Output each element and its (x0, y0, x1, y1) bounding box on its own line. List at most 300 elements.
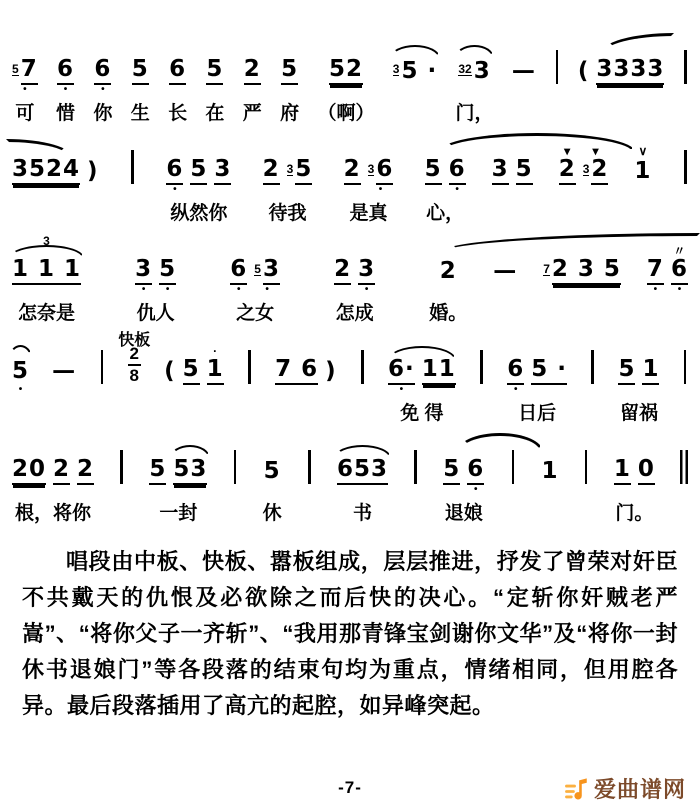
lyric-text: 是真 (349, 203, 388, 224)
barline (480, 350, 483, 384)
slur-group (424, 144, 652, 224)
lyric-text: 日后 (518, 403, 557, 424)
octave-dots (344, 185, 361, 196)
octave-dots: • (63, 84, 68, 95)
note-row (480, 350, 483, 396)
slur-group (443, 450, 558, 524)
note-row (543, 258, 621, 296)
grace-note: 3 (286, 162, 294, 176)
note-column (232, 450, 237, 524)
note-body (422, 358, 456, 385)
note-body (531, 358, 567, 385)
note-token (234, 450, 237, 496)
lyric-text (412, 98, 417, 124)
ornament-mark: ▾ (564, 144, 571, 158)
lyric-text (130, 198, 135, 224)
note-column (263, 460, 282, 524)
note-body (680, 450, 688, 485)
note-token (190, 158, 207, 196)
note-row (94, 58, 111, 96)
note-row (263, 158, 313, 196)
note-column (493, 260, 517, 324)
note-token (422, 358, 456, 396)
octave-dots (206, 85, 223, 96)
note-token (214, 158, 231, 196)
note-row (12, 458, 94, 496)
octave-dots (264, 485, 281, 496)
lyric-text: 长 (168, 103, 188, 124)
note-token (684, 350, 687, 396)
note-column (683, 350, 688, 424)
note-body (425, 158, 442, 185)
lyric-text: 婚。 (429, 303, 468, 324)
note-token (516, 158, 533, 196)
note-column (388, 358, 456, 424)
octave-dots (173, 485, 207, 496)
octave-dots (458, 85, 490, 96)
note-digits: 6 (449, 158, 466, 185)
note-digits: 3333 (596, 58, 664, 85)
octave-dots: • (265, 284, 269, 295)
lyric-text (683, 398, 688, 424)
octave-dots (248, 385, 251, 396)
note-body (166, 158, 183, 185)
octave-dots (244, 85, 261, 96)
note-digits: 6 (507, 358, 524, 385)
lyric-text (618, 98, 623, 124)
note-body (344, 158, 361, 185)
note-body (542, 460, 559, 485)
barline (120, 450, 123, 484)
ornament-mark: 3 (43, 234, 50, 248)
note-column (646, 244, 688, 324)
note-body (12, 360, 29, 385)
note-token (425, 158, 442, 196)
note-token (388, 358, 415, 396)
octave-dots (583, 185, 609, 196)
note-digits: 53 (173, 458, 207, 485)
note-row (344, 158, 394, 196)
octave-dots: • (18, 384, 23, 395)
octave-dots (77, 485, 94, 496)
note-body (334, 258, 351, 285)
note-row (149, 458, 207, 496)
note-token (183, 358, 200, 396)
note-body (671, 258, 688, 285)
note-token (275, 358, 318, 396)
note-body (556, 50, 559, 85)
note-body (101, 350, 104, 385)
note-body (308, 450, 311, 485)
octave-dots (334, 285, 351, 296)
note-body (642, 358, 659, 385)
barline (414, 450, 417, 484)
note-column (618, 358, 659, 424)
note-row (57, 58, 74, 96)
lyric-text: 怎奈是 (18, 303, 76, 324)
octave-dots (596, 85, 664, 96)
note-row (680, 450, 688, 496)
note-digits: 1 1 1 (12, 258, 81, 285)
note-digits: 5 · (531, 358, 567, 385)
octave-dots (542, 485, 559, 496)
note-body (12, 58, 38, 85)
note-row (264, 460, 281, 496)
octave-dots (543, 285, 621, 296)
note-body (183, 358, 200, 385)
note-digits: 5 (149, 458, 166, 485)
note-body (206, 58, 223, 85)
octave-dots (52, 385, 76, 396)
octave-dots (591, 385, 594, 396)
lyric-text: 怎成 (335, 303, 374, 324)
note-row (248, 350, 251, 396)
note-digits: 7 6 (275, 358, 318, 385)
note-digits: 5 (618, 358, 635, 385)
octave-dots (149, 485, 166, 496)
lyric-text: 生 (130, 103, 150, 124)
note-column (680, 450, 688, 524)
note-body (248, 350, 251, 385)
note-column (590, 350, 595, 424)
note-body (234, 450, 237, 485)
note-body (254, 258, 280, 285)
lyric-text (232, 498, 237, 524)
lyric-text (191, 398, 196, 424)
octave-dots (281, 85, 298, 96)
octave-dots (556, 85, 559, 96)
octave-dots: • (378, 184, 383, 195)
note-token (169, 58, 186, 96)
lyric-text: 仇人 (136, 303, 175, 324)
barline (308, 450, 311, 484)
note-body (263, 158, 280, 185)
note-token (325, 360, 337, 396)
note-digits: 5 (263, 458, 281, 484)
note-column (280, 58, 299, 124)
note-column (135, 258, 176, 324)
note-row (507, 358, 567, 396)
octave-dots (128, 385, 141, 396)
note-token (558, 144, 576, 196)
note-token (244, 58, 261, 96)
lyric-text (119, 498, 124, 524)
note-column (307, 450, 312, 524)
note-body (120, 450, 123, 485)
note-column (205, 58, 224, 124)
lyric-text: 待我 (268, 203, 307, 224)
note-row (101, 350, 104, 396)
note-token (263, 158, 280, 196)
note-column (510, 450, 515, 524)
note-digits: 5 (206, 58, 223, 85)
note-body (388, 358, 415, 385)
note-token (634, 144, 652, 196)
lyric-text (683, 198, 688, 224)
note-column (456, 60, 494, 124)
note-body (507, 358, 524, 385)
note-token (94, 58, 111, 96)
note-token (556, 50, 559, 96)
note-body (684, 350, 687, 385)
lyric-text: 你 (93, 103, 113, 124)
note-digits: 6 (169, 58, 186, 85)
lyric-text: 心， (426, 203, 465, 224)
note-digits: 5 (12, 358, 30, 384)
note-token (12, 360, 29, 396)
note-digits: 2 (559, 158, 576, 185)
note-column (12, 360, 29, 424)
note-token (440, 260, 457, 296)
octave-dots (480, 385, 483, 396)
slur-arc (170, 445, 210, 458)
octave-dots (329, 85, 363, 96)
octave-dots: • (165, 284, 170, 295)
note-body (128, 345, 141, 385)
octave-dots (492, 185, 509, 196)
grace-note: 32 (458, 62, 472, 76)
lyric-text (640, 198, 645, 224)
note-column (614, 458, 655, 524)
note-digits: 2 (53, 458, 70, 485)
note-token (670, 244, 688, 296)
note-token (87, 160, 99, 196)
note-column (317, 58, 374, 124)
note-token (132, 58, 149, 96)
note-column (164, 344, 224, 424)
note-body (638, 458, 655, 485)
music-note-icon (564, 776, 590, 802)
octave-dots (132, 85, 149, 96)
note-row (166, 158, 231, 196)
tempo-label: 快板 (118, 332, 151, 349)
note-body (618, 358, 635, 385)
note-token (173, 458, 207, 496)
note-digits: 2 (77, 458, 94, 485)
music-system (12, 224, 688, 324)
lyric-text (18, 398, 23, 424)
lyric-text (683, 98, 688, 124)
note-body (440, 260, 457, 285)
note-digits: 0 (638, 458, 655, 485)
note-body (164, 360, 176, 385)
octave-dots (190, 185, 207, 196)
note-row (578, 58, 665, 96)
note-row (206, 58, 223, 96)
note-digits: 5 (190, 158, 207, 185)
lyric-text: （啊） (317, 103, 375, 124)
note-token (248, 350, 251, 396)
note-token (135, 258, 152, 296)
lyric-text: 一封 (159, 503, 198, 524)
notation-row (12, 144, 688, 224)
note-digits: 5 (159, 258, 176, 285)
note-row (164, 344, 224, 396)
time-signature-bottom: 8 (129, 366, 139, 386)
octave-dots: • (399, 384, 404, 395)
note-digits: 5 · (401, 58, 438, 84)
note-digits: 3 (473, 58, 491, 84)
note-row (558, 144, 609, 196)
note-digits: 5 (443, 458, 460, 485)
note-body (559, 158, 576, 185)
note-digits: 6 (57, 58, 74, 85)
site-watermark[interactable] (564, 773, 686, 804)
barline (585, 450, 588, 484)
lyric-text: 休 (262, 503, 282, 524)
note-token (358, 258, 375, 296)
note-body (132, 58, 149, 85)
note-digits: 1 (642, 358, 659, 385)
note-token (53, 458, 70, 496)
note-body (94, 58, 111, 85)
octave-dots (164, 385, 176, 396)
lyric-text (247, 398, 252, 424)
note-token (254, 258, 280, 296)
time-signature (128, 345, 141, 385)
note-column (230, 258, 280, 324)
note-digits: 3 (214, 158, 231, 185)
octave-dots (53, 485, 70, 496)
octave-dots (642, 385, 659, 396)
lyric-text: 可 (15, 103, 35, 124)
ornament-mark: ▾ (592, 144, 599, 158)
note-column (393, 60, 437, 124)
slur-arc (390, 45, 440, 58)
octave-dots (680, 485, 688, 496)
note-body (585, 450, 588, 485)
barline (512, 450, 515, 484)
note-row (131, 150, 134, 196)
octave-dots (87, 185, 99, 196)
note-column (119, 450, 124, 524)
note-column (334, 258, 375, 324)
octave-dots: • (677, 284, 682, 295)
note-token (281, 58, 298, 96)
note-row (308, 450, 311, 496)
octave-dots: • (101, 84, 105, 95)
octave-dots (183, 385, 200, 396)
note-body (149, 458, 166, 485)
lyric-text (479, 398, 484, 424)
note-token (458, 60, 490, 96)
note-column (507, 358, 567, 424)
note-digits: — (52, 358, 77, 384)
commentary-paragraph: 唱段由中板、快板、嚣板组成，层层推进，抒发了曾荣对奸臣不共戴天的仇恨及必欲除之而后快的决心。“定斩你奸贼老严嵩”、“将你父子一齐斩”、“我用那青锋宝剑谢你文华”及“将你一封休书退娘门”等各段落的结束句均为重点，情绪相同，但用腔各异。最后段落插用了高亢的起腔，如异峰突起。 (22, 549, 678, 718)
note-digits: ( (577, 58, 590, 84)
lyric-text (579, 298, 584, 324)
note-token (638, 458, 655, 496)
note-digits: 7 (21, 58, 38, 85)
note-row (169, 58, 186, 96)
barline (684, 350, 687, 384)
ornament-mark: 〃 (673, 244, 686, 258)
note-digits: 1 (634, 158, 652, 184)
note-body (449, 158, 466, 185)
note-body (543, 258, 621, 285)
note-token (128, 345, 141, 396)
barline (131, 150, 134, 184)
notation-area (12, 24, 688, 524)
note-column (12, 458, 94, 524)
note-column (52, 360, 76, 424)
octave-dots: • (141, 284, 146, 295)
octave-dots (275, 385, 318, 396)
note-token (492, 158, 509, 196)
octave-dots (287, 185, 313, 196)
lyric-text: 书 (352, 503, 372, 524)
note-column (275, 358, 337, 424)
octave-dots: • (23, 84, 27, 95)
note-digits: 20 (12, 458, 46, 485)
octave-dots: • (364, 284, 369, 295)
note-token (344, 158, 361, 196)
octave-dots (684, 185, 687, 196)
note-body (281, 58, 298, 85)
note-row (230, 258, 280, 296)
note-digits: 6 (376, 158, 393, 185)
note-body (244, 58, 261, 85)
note-digits: 3524 (12, 158, 80, 185)
note-token (57, 58, 74, 96)
octave-dots (308, 485, 311, 496)
note-row (388, 358, 456, 396)
note-body (12, 158, 80, 185)
note-token (368, 158, 394, 196)
note-body (329, 58, 363, 85)
lyric-text: 免 得 (400, 403, 444, 424)
note-digits: 5 (516, 158, 533, 185)
note-digits: 6 (94, 58, 111, 85)
note-token (480, 350, 483, 396)
note-token (230, 258, 247, 296)
note-body (583, 158, 609, 185)
note-row (414, 450, 417, 496)
note-body (591, 350, 594, 385)
note-body (358, 258, 375, 285)
note-column (243, 58, 262, 124)
note-body (12, 458, 46, 485)
note-row (684, 50, 687, 96)
note-column (12, 234, 82, 324)
note-column (543, 258, 621, 324)
octave-dots (101, 385, 104, 396)
octave-dots (559, 185, 576, 196)
note-digits: 5 (281, 58, 298, 85)
octave-dots: • (173, 184, 177, 195)
note-body (493, 260, 517, 285)
note-row (512, 450, 515, 496)
page-number: -7- (338, 778, 362, 797)
note-body (684, 150, 687, 185)
note-digits: 6· (388, 358, 415, 385)
note-digits: 52 (329, 58, 363, 85)
note-digits: 5 (425, 158, 442, 185)
note-digits: 6 (230, 258, 247, 285)
slur-arc (334, 445, 391, 458)
note-column (683, 50, 688, 124)
note-column (130, 150, 135, 224)
octave-dots (440, 285, 457, 296)
octave-dots (169, 85, 186, 96)
note-body (135, 258, 152, 285)
lyric-text: 严 (242, 103, 262, 124)
note-token (206, 344, 224, 396)
note-token (101, 350, 104, 396)
octave-dots: • (474, 484, 478, 495)
note-digits: 5 (295, 158, 312, 185)
note-body (325, 360, 337, 385)
